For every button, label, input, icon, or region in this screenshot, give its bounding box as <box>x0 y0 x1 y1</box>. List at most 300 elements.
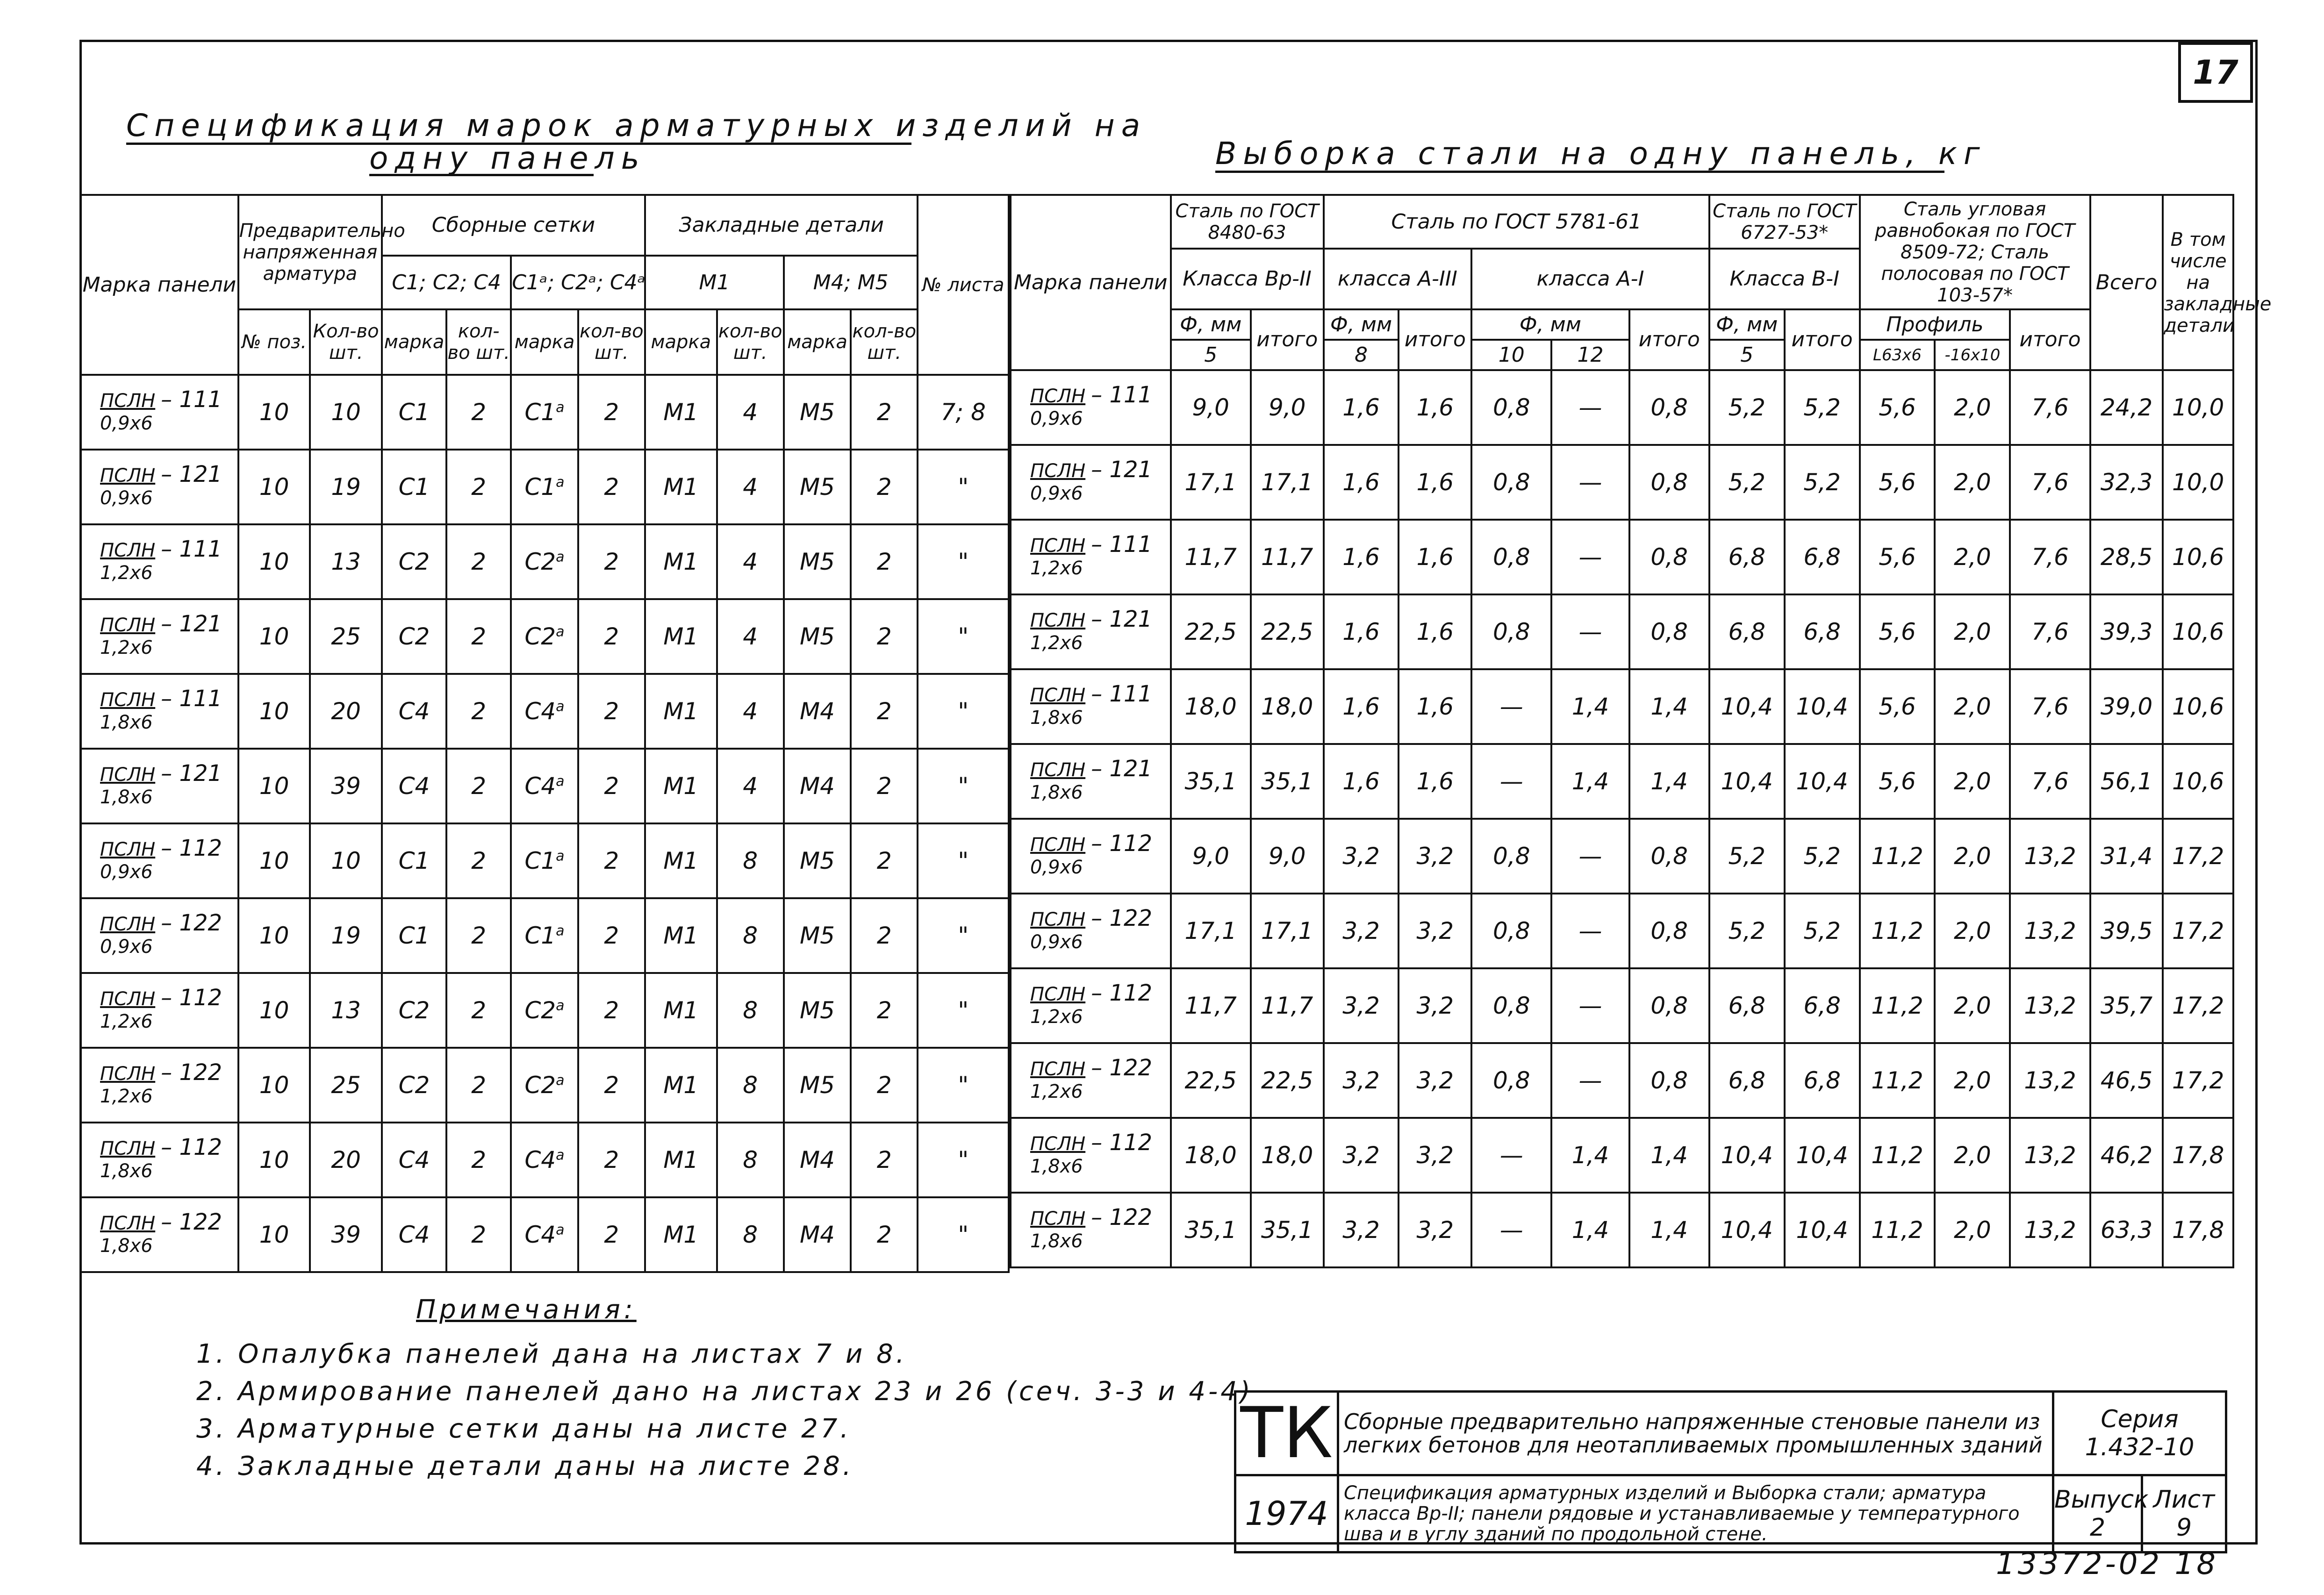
left-title2-underline <box>369 174 594 176</box>
mark-suffix: – 112 <box>1091 980 1153 1006</box>
cell-all: 39,5 <box>2090 894 2163 968</box>
cell-pos: 10 <box>238 973 310 1048</box>
hdr-diam-a1: Ф, мм <box>1471 309 1629 340</box>
hdr-d10: 10 <box>1471 340 1551 370</box>
panel-mark <box>80 898 238 973</box>
cell-pos: 10 <box>238 1197 310 1272</box>
cell-mesh: С1 <box>382 898 446 973</box>
cell-all: 39,3 <box>2090 594 2163 669</box>
cell-p1: 5,6 <box>1860 370 1935 445</box>
cell-e1q: 4 <box>717 674 784 749</box>
panel-mark <box>80 1048 238 1123</box>
cell-p2: 2,0 <box>1935 370 2010 445</box>
cell-mq: 2 <box>446 599 511 674</box>
table-row <box>1011 894 2233 968</box>
cell-sheet: " <box>918 450 1009 524</box>
cell-c5: 6,8 <box>1709 968 1785 1043</box>
table-row <box>80 973 1009 1048</box>
cell-maq: 2 <box>578 1123 645 1197</box>
cell-e2: М5 <box>784 1048 851 1123</box>
cell-emb: 17,8 <box>2163 1193 2233 1267</box>
mark-name: ПСЛН <box>1030 610 1086 631</box>
hdr-steel-6727: Сталь по ГОСТ 6727-53* <box>1709 195 1860 249</box>
cell-maq: 2 <box>578 973 645 1048</box>
mark-name: ПСЛН <box>100 1213 156 1234</box>
cell-ct: 5,2 <box>1785 370 1860 445</box>
cell-p1: 5,6 <box>1860 520 1935 594</box>
panel-mark <box>1011 1193 1171 1267</box>
cell-vt: 17,1 <box>1251 894 1324 968</box>
hdr-embedded: Закладные детали <box>645 195 918 256</box>
hdr-class-a3: класса А-III <box>1324 249 1472 309</box>
cell-sheet: " <box>918 823 1009 898</box>
cell-sheet: " <box>918 898 1009 973</box>
cell-mesh: С2 <box>382 599 446 674</box>
panel-mark <box>80 450 238 524</box>
mark-name: ПСЛН <box>1030 460 1086 482</box>
cell-sheet: " <box>918 599 1009 674</box>
cell-vt: 18,0 <box>1251 1118 1324 1193</box>
mark-size: 0,9х6 <box>1030 931 1083 953</box>
cell-at: 3,2 <box>1399 968 1471 1043</box>
cell-ct: 6,8 <box>1785 520 1860 594</box>
cell-v5: 18,0 <box>1171 669 1251 744</box>
archive-number: 13372-02 18 <box>1996 1547 2218 1581</box>
cell-e1q: 4 <box>717 375 784 450</box>
cell-c5: 6,8 <box>1709 1043 1785 1118</box>
right-title-underline <box>1215 171 1944 173</box>
cell-mesh: С4 <box>382 1123 446 1197</box>
mark-name: ПСЛН <box>100 615 156 636</box>
cell-at: 1,6 <box>1399 520 1471 594</box>
mark-size: 0,9х6 <box>100 936 153 958</box>
cell-e1q: 4 <box>717 599 784 674</box>
cell-v5: 22,5 <box>1171 594 1251 669</box>
cell-q: 39 <box>310 1197 382 1272</box>
table-row <box>1011 1118 2233 1193</box>
cell-a8: 3,2 <box>1324 968 1399 1043</box>
sheet-label: Лист <box>2153 1486 2215 1514</box>
cell-a8: 3,2 <box>1324 894 1399 968</box>
panel-mark <box>1011 370 1171 445</box>
cell-b12: 1,4 <box>1551 744 1629 819</box>
table-row <box>1011 594 2233 669</box>
mark-name: ПСЛН <box>1030 386 1086 407</box>
mark-size: 1,2х6 <box>100 637 153 658</box>
cell-vt: 22,5 <box>1251 594 1324 669</box>
cell-b10: — <box>1471 669 1551 744</box>
hdr-grand-total: Всего <box>2090 195 2163 370</box>
cell-b10: — <box>1471 744 1551 819</box>
cell-a8: 1,6 <box>1324 744 1399 819</box>
cell-a8: 1,6 <box>1324 520 1399 594</box>
steel-selection-table <box>1010 194 2272 1268</box>
cell-p1: 11,2 <box>1860 968 1935 1043</box>
cell-b10: — <box>1471 1118 1551 1193</box>
mark-size: 1,2х6 <box>100 562 153 584</box>
cell-v5: 9,0 <box>1171 370 1251 445</box>
cell-pt: 7,6 <box>2010 594 2090 669</box>
panel-mark <box>80 749 238 823</box>
cell-e2: М5 <box>784 823 851 898</box>
issue-label: Выпуск <box>2054 1486 2149 1514</box>
cell-mesh-a: $С4^а$ <box>511 749 578 823</box>
cell-e2q: 2 <box>851 524 918 599</box>
mark-size: 1,2х6 <box>1030 558 1083 579</box>
cell-v5: 35,1 <box>1171 1193 1251 1267</box>
cell-mq: 2 <box>446 749 511 823</box>
cell-emb: 10,6 <box>2163 594 2233 669</box>
cell-ct: 10,4 <box>1785 1118 1860 1193</box>
cell-v5: 35,1 <box>1171 744 1251 819</box>
cell-b10: 0,8 <box>1471 819 1551 894</box>
mark-name: ПСЛН <box>100 465 156 486</box>
note-item: 1. Опалубка панелей дана на листах 7 и 8. <box>196 1339 907 1369</box>
cell-p1: 11,2 <box>1860 1118 1935 1193</box>
cell-b12: — <box>1551 968 1629 1043</box>
cell-mesh: С1 <box>382 450 446 524</box>
mark-suffix: – 121 <box>1091 606 1153 632</box>
table-row <box>1011 968 2233 1043</box>
mark-size: 0,9х6 <box>100 487 153 509</box>
cell-p1: 5,6 <box>1860 744 1935 819</box>
cell-all: 46,2 <box>2090 1118 2163 1193</box>
cell-mesh-a: $С1^а$ <box>511 450 578 524</box>
cell-mesh-a: $С1^а$ <box>511 375 578 450</box>
cell-bt: 0,8 <box>1629 594 1709 669</box>
panel-mark <box>1011 445 1171 520</box>
hdr-diam-vp2: Ф, мм <box>1171 309 1251 340</box>
cell-vt: 22,5 <box>1251 1043 1324 1118</box>
mark-size: 1,2х6 <box>1030 1006 1083 1028</box>
cell-at: 3,2 <box>1399 1043 1471 1118</box>
panel-mark <box>1011 968 1171 1043</box>
hdr-p1: L63х6 <box>1860 340 1935 370</box>
mark-suffix: – 111 <box>161 536 222 562</box>
cell-vt: 9,0 <box>1251 370 1324 445</box>
mark-size: 1,8х6 <box>100 1235 153 1257</box>
table-row <box>80 823 1009 898</box>
hdr-p2: -16х10 <box>1935 340 2010 370</box>
cell-all: 39,0 <box>2090 669 2163 744</box>
cell-ct: 5,2 <box>1785 819 1860 894</box>
cell-bt: 1,4 <box>1629 669 1709 744</box>
cell-emb: 10,0 <box>2163 445 2233 520</box>
hdr-profile: Профиль <box>1860 309 2010 340</box>
hdr-mesh-mark-b: марка <box>511 309 578 375</box>
table-row <box>1011 1193 2233 1267</box>
cell-mesh: С4 <box>382 1197 446 1272</box>
cell-pt: 7,6 <box>2010 445 2090 520</box>
cell-mesh: С1 <box>382 823 446 898</box>
table-row <box>80 1048 1009 1123</box>
cell-at: 3,2 <box>1399 819 1471 894</box>
cell-ct: 10,4 <box>1785 744 1860 819</box>
cell-b12: — <box>1551 594 1629 669</box>
cell-pt: 7,6 <box>2010 520 2090 594</box>
cell-e2q: 2 <box>851 1123 918 1197</box>
cell-q: 25 <box>310 1048 382 1123</box>
cell-a8: 3,2 <box>1324 819 1399 894</box>
issue-value: 2 <box>2089 1514 2106 1542</box>
cell-mq: 2 <box>446 823 511 898</box>
mark-suffix: – 111 <box>1091 681 1153 707</box>
cell-v5: 22,5 <box>1171 1043 1251 1118</box>
cell-mq: 2 <box>446 375 511 450</box>
mark-suffix: – 122 <box>1091 1055 1153 1081</box>
cell-vt: 35,1 <box>1251 1193 1324 1267</box>
cell-e2: М5 <box>784 898 851 973</box>
cell-b12: 1,4 <box>1551 669 1629 744</box>
cell-vt: 11,7 <box>1251 520 1324 594</box>
cell-emb: 10,6 <box>2163 669 2233 744</box>
cell-pos: 10 <box>238 898 310 973</box>
mark-name: ПСЛН <box>1030 1059 1086 1080</box>
cell-emb: 17,2 <box>2163 894 2233 968</box>
cell-q: 10 <box>310 823 382 898</box>
cell-b10: 0,8 <box>1471 520 1551 594</box>
table-row <box>1011 669 2233 744</box>
cell-e1: М1 <box>645 749 717 823</box>
hdr-d5: 5 <box>1171 340 1251 370</box>
mark-suffix: – 112 <box>161 835 222 861</box>
cell-all: 32,3 <box>2090 445 2163 520</box>
cell-q: 19 <box>310 898 382 973</box>
cell-maq: 2 <box>578 823 645 898</box>
title-block <box>1234 1390 2225 1545</box>
table-row <box>1011 520 2233 594</box>
org-logo: ТК <box>1235 1392 1338 1475</box>
hdr-prestressed: Предварительно напряженная арматура <box>238 195 382 309</box>
project-title: Сборные предварительно напряженные стеновые панели из легких бетонов для неотапливаемых промышленных зданий <box>1338 1392 2053 1475</box>
cell-c5: 10,4 <box>1709 1193 1785 1267</box>
cell-e1q: 4 <box>717 749 784 823</box>
table-row <box>1011 819 2233 894</box>
table-row <box>80 450 1009 524</box>
hdr-total-profile: итого <box>2010 309 2090 370</box>
cell-sheet: " <box>918 973 1009 1048</box>
cell-at: 3,2 <box>1399 1193 1471 1267</box>
cell-b10: 0,8 <box>1471 594 1551 669</box>
sheet-cell <box>2142 1475 2226 1552</box>
cell-e2q: 2 <box>851 749 918 823</box>
cell-bt: 0,8 <box>1629 819 1709 894</box>
mark-suffix: – 112 <box>161 1134 222 1160</box>
mark-name: ПСЛН <box>1030 909 1086 930</box>
cell-all: 28,5 <box>2090 520 2163 594</box>
cell-p1: 11,2 <box>1860 1193 1935 1267</box>
mark-suffix: – 111 <box>161 686 222 712</box>
panel-mark <box>80 1197 238 1272</box>
table-row <box>80 1123 1009 1197</box>
note-item: 3. Арматурные сетки даны на листе 27. <box>196 1414 852 1444</box>
hdr-emb-qty-b: кол-во шт. <box>851 309 918 375</box>
mark-size: 1,8х6 <box>1030 782 1083 803</box>
cell-p1: 5,6 <box>1860 445 1935 520</box>
cell-pos: 10 <box>238 749 310 823</box>
cell-vt: 18,0 <box>1251 669 1324 744</box>
mark-size: 1,8х6 <box>100 787 153 808</box>
cell-at: 1,6 <box>1399 370 1471 445</box>
left-title-line2: одну панель <box>369 140 646 176</box>
hdr-class-v1: Класса В-I <box>1709 249 1860 309</box>
cell-pt: 13,2 <box>2010 1043 2090 1118</box>
cell-maq: 2 <box>578 898 645 973</box>
notes-heading: Примечания: <box>416 1295 637 1325</box>
cell-pt: 7,6 <box>2010 370 2090 445</box>
cell-ct: 5,2 <box>1785 445 1860 520</box>
cell-b10: 0,8 <box>1471 894 1551 968</box>
cell-b10: — <box>1471 1193 1551 1267</box>
cell-pos: 10 <box>238 450 310 524</box>
cell-q: 19 <box>310 450 382 524</box>
mark-suffix: – 121 <box>161 461 222 487</box>
cell-ct: 10,4 <box>1785 1193 1860 1267</box>
mark-size: 1,2х6 <box>1030 1081 1083 1102</box>
cell-p2: 2,0 <box>1935 520 2010 594</box>
cell-sheet: " <box>918 1123 1009 1197</box>
cell-mesh-a: $С4^а$ <box>511 1123 578 1197</box>
mark-size: 1,8х6 <box>1030 707 1083 729</box>
cell-a8: 3,2 <box>1324 1118 1399 1193</box>
cell-e2q: 2 <box>851 973 918 1048</box>
sheet-description: Спецификация арматурных изделий и Выборка стали; арматура класса Вр-II; панели рядовые и устанавливаемые у температурного шва и в углу зданий по продольной стене. <box>1338 1475 2053 1552</box>
cell-ct: 5,2 <box>1785 894 1860 968</box>
cell-c5: 5,2 <box>1709 819 1785 894</box>
cell-mq: 2 <box>446 524 511 599</box>
cell-all: 31,4 <box>2090 819 2163 894</box>
cell-e1: М1 <box>645 599 717 674</box>
specification-table <box>79 194 1010 1273</box>
cell-p1: 11,2 <box>1860 1043 1935 1118</box>
mark-suffix: – 122 <box>161 910 222 936</box>
cell-mesh: С2 <box>382 973 446 1048</box>
mark-name: ПСЛН <box>100 390 156 412</box>
series-cell <box>2053 1392 2226 1475</box>
cell-v5: 11,7 <box>1171 968 1251 1043</box>
mark-name: ПСЛН <box>100 839 156 860</box>
mark-suffix: – 112 <box>1091 1130 1153 1156</box>
cell-all: 46,5 <box>2090 1043 2163 1118</box>
hdr-pos-no: № поз. <box>238 309 310 375</box>
hdr-emb-mark-a: марка <box>645 309 717 375</box>
cell-bt: 1,4 <box>1629 744 1709 819</box>
hdr-r-mark: Марка панели <box>1011 195 1171 370</box>
cell-a8: 1,6 <box>1324 594 1399 669</box>
cell-mesh: С4 <box>382 749 446 823</box>
cell-c5: 6,8 <box>1709 594 1785 669</box>
mark-size: 0,9х6 <box>1030 857 1083 878</box>
hdr-mesh-mark-a: марка <box>382 309 446 375</box>
cell-q: 20 <box>310 674 382 749</box>
panel-mark <box>1011 520 1171 594</box>
cell-q: 10 <box>310 375 382 450</box>
cell-mq: 2 <box>446 1197 511 1272</box>
hdr-incl-embedded: В том числе на закладные детали <box>2163 195 2233 370</box>
cell-vt: 9,0 <box>1251 819 1324 894</box>
cell-q: 39 <box>310 749 382 823</box>
cell-bt: 1,4 <box>1629 1118 1709 1193</box>
mark-suffix: – 112 <box>1091 830 1153 857</box>
cell-e2: М5 <box>784 973 851 1048</box>
hdr-total-v1: итого <box>1785 309 1860 370</box>
cell-v5: 17,1 <box>1171 445 1251 520</box>
cell-p2: 2,0 <box>1935 894 2010 968</box>
table-row <box>80 375 1009 450</box>
hdr-sheet-no: № листа <box>918 195 1009 375</box>
cell-c5: 10,4 <box>1709 744 1785 819</box>
panel-mark <box>1011 1118 1171 1193</box>
panel-mark <box>1011 1043 1171 1118</box>
hdr-meshes: Сборные сетки <box>382 195 645 256</box>
mark-size: 1,8х6 <box>100 1160 153 1182</box>
cell-mq: 2 <box>446 1048 511 1123</box>
cell-c5: 10,4 <box>1709 1118 1785 1193</box>
series-label: Серия <box>2101 1405 2179 1433</box>
mark-name: ПСЛН <box>100 988 156 1010</box>
mark-size: 1,2х6 <box>100 1011 153 1032</box>
panel-mark <box>80 599 238 674</box>
panel-mark <box>1011 669 1171 744</box>
mark-suffix: – 112 <box>161 985 222 1011</box>
cell-sheet: " <box>918 749 1009 823</box>
panel-mark <box>80 1123 238 1197</box>
mark-name: ПСЛН <box>1030 1133 1086 1155</box>
cell-pt: 13,2 <box>2010 894 2090 968</box>
cell-bt: 0,8 <box>1629 370 1709 445</box>
hdr-mark: Марка панели <box>80 195 238 375</box>
cell-e2q: 2 <box>851 599 918 674</box>
hdr-emb-b: М4; М5 <box>784 256 918 309</box>
mark-size: 1,8х6 <box>1030 1230 1083 1252</box>
cell-mesh-a: $С2^а$ <box>511 599 578 674</box>
cell-bt: 0,8 <box>1629 968 1709 1043</box>
cell-e2q: 2 <box>851 898 918 973</box>
cell-pt: 7,6 <box>2010 744 2090 819</box>
cell-b10: 0,8 <box>1471 968 1551 1043</box>
mark-name: ПСЛН <box>1030 759 1086 781</box>
cell-e1: М1 <box>645 1123 717 1197</box>
cell-c5: 5,2 <box>1709 370 1785 445</box>
cell-e2: М4 <box>784 674 851 749</box>
hdr-steel-5781: Сталь по ГОСТ 5781-61 <box>1324 195 1709 249</box>
cell-e2: М5 <box>784 524 851 599</box>
cell-e1q: 8 <box>717 898 784 973</box>
table-row <box>1011 1043 2233 1118</box>
hdr-class-vp2: Класса Вр-II <box>1171 249 1324 309</box>
cell-p1: 11,2 <box>1860 819 1935 894</box>
table-row <box>80 1197 1009 1272</box>
mark-name: ПСЛН <box>1030 984 1086 1005</box>
mark-name: ПСЛН <box>100 764 156 786</box>
cell-e2q: 2 <box>851 1197 918 1272</box>
cell-pt: 13,2 <box>2010 1193 2090 1267</box>
table-row <box>80 599 1009 674</box>
cell-pos: 10 <box>238 599 310 674</box>
cell-at: 1,6 <box>1399 445 1471 520</box>
cell-maq: 2 <box>578 674 645 749</box>
cell-a8: 3,2 <box>1324 1043 1399 1118</box>
cell-mesh-a: $С2^а$ <box>511 524 578 599</box>
cell-mq: 2 <box>446 450 511 524</box>
cell-e2: М5 <box>784 450 851 524</box>
cell-c5: 5,2 <box>1709 445 1785 520</box>
cell-ct: 6,8 <box>1785 594 1860 669</box>
cell-b12: — <box>1551 819 1629 894</box>
panel-mark <box>1011 894 1171 968</box>
issue-cell <box>2053 1475 2149 1552</box>
cell-pos: 10 <box>238 674 310 749</box>
